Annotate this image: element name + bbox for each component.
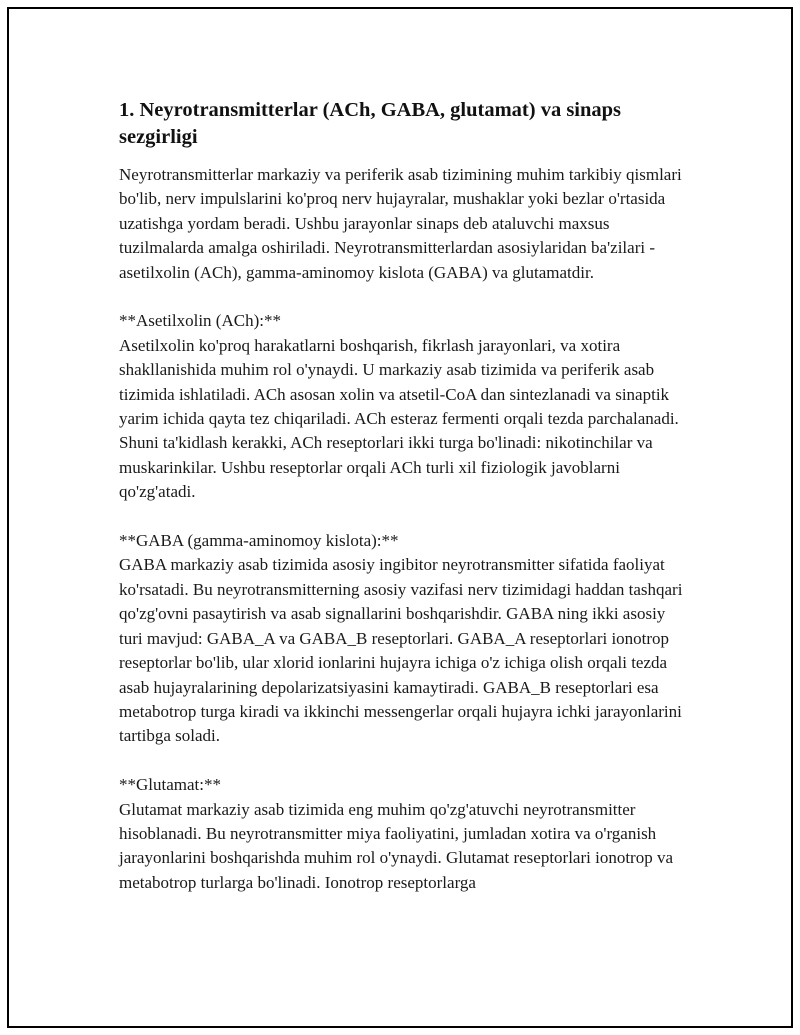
ach-heading: **Asetilxolin (ACh):** — [119, 311, 281, 331]
page-frame — [7, 7, 793, 1028]
intro-paragraph: Neyrotransmitterlar markaziy va periferik asab tizimining muhim tarkibiy qismlari bo'lib, nerv impulslarini ko'proq nerv hujayralar, mushaklar yoki bezlar o'rtasida uzatishga yordam beradi. Ushbu jarayonlar sinaps deb ataluvchi maxsus tuzilmalarda amalga oshiriladi. Neyrotransmitterlardan asosiylaridan ba'zilari - asetilxolin (ACh), gamma-aminomoy kislota (GABA) va glutamatdir. — [119, 165, 686, 282]
document-content — [119, 97, 691, 895]
ach-paragraph: Asetilxolin ko'proq harakatlarni boshqarish, fikrlash jarayonlari, va xotira shakllanishida muhim rol o'ynaydi. U markaziy asab tizimida va periferik asab tizimida ishlatiladi. ACh asosan xolin va atsetil-CoA dan sintezlanadi va sinaptik yarim ichida qayta tez chiqariladi. ACh esteraz fermenti orqali tezda parchalanadi. Shuni ta'kidlash kerakki, ACh reseptorlari ikki turga bo'linadi: nikotinchilar va muskarinkilar. Ushbu reseptorlar orqali ACh turli xil fiziologik javoblarni qo'zg'atadi. — [119, 335, 684, 502]
gaba-heading: **GABA (gamma-aminomoy kislota):** — [119, 531, 399, 551]
document-title: 1. Neyrotransmitterlar (ACh, GABA, glutamat) va sinaps sezgirligi — [119, 99, 622, 148]
glutamate-heading: **Glutamat:** — [119, 775, 221, 795]
gaba-paragraph: GABA markaziy asab tizimida asosiy ingibitor neyrotransmitter sifatida faoliyat ko'rsatadi. Bu neyrotransmitterning asosiy vazifasi nerv tizimidagi haddan tashqari qo'zg'ovni pasaytirish va asab signallarini boshqarishdir. GABA ning ikki asosiy turi mavjud: GABA_A va GABA_B reseptorlari. GABA_A reseptorlari ionotrop reseptorlar bo'lib, ular xlorid ionlarini hujayra ichiga o'z ichiga olish orqali tezda asab hujayralarining depolarizatsiyasini kamaytiradi. GABA_B reseptorlari esa metabotrop turga kiradi va ikkinchi messengerlar orqali hujayra ichki jarayonlarini tartibga soladi. — [119, 555, 687, 746]
paragraph-gap — [119, 749, 691, 773]
paragraph-gap — [119, 505, 691, 529]
glutamate-paragraph: Glutamat markaziy asab tizimida eng muhim qo'zg'atuvchi neyrotransmitter hisoblanadi. Bu neyrotransmitter miya faoliyatini, jumladan xotira va o'rganish jarayonlarini boshqarishda muhim rol o'ynaydi. Glutamat reseptorlari ionotrop va metabotrop turlarga bo'linadi. Ionotrop reseptorlarga — [119, 799, 678, 892]
paragraph-gap — [119, 285, 691, 309]
